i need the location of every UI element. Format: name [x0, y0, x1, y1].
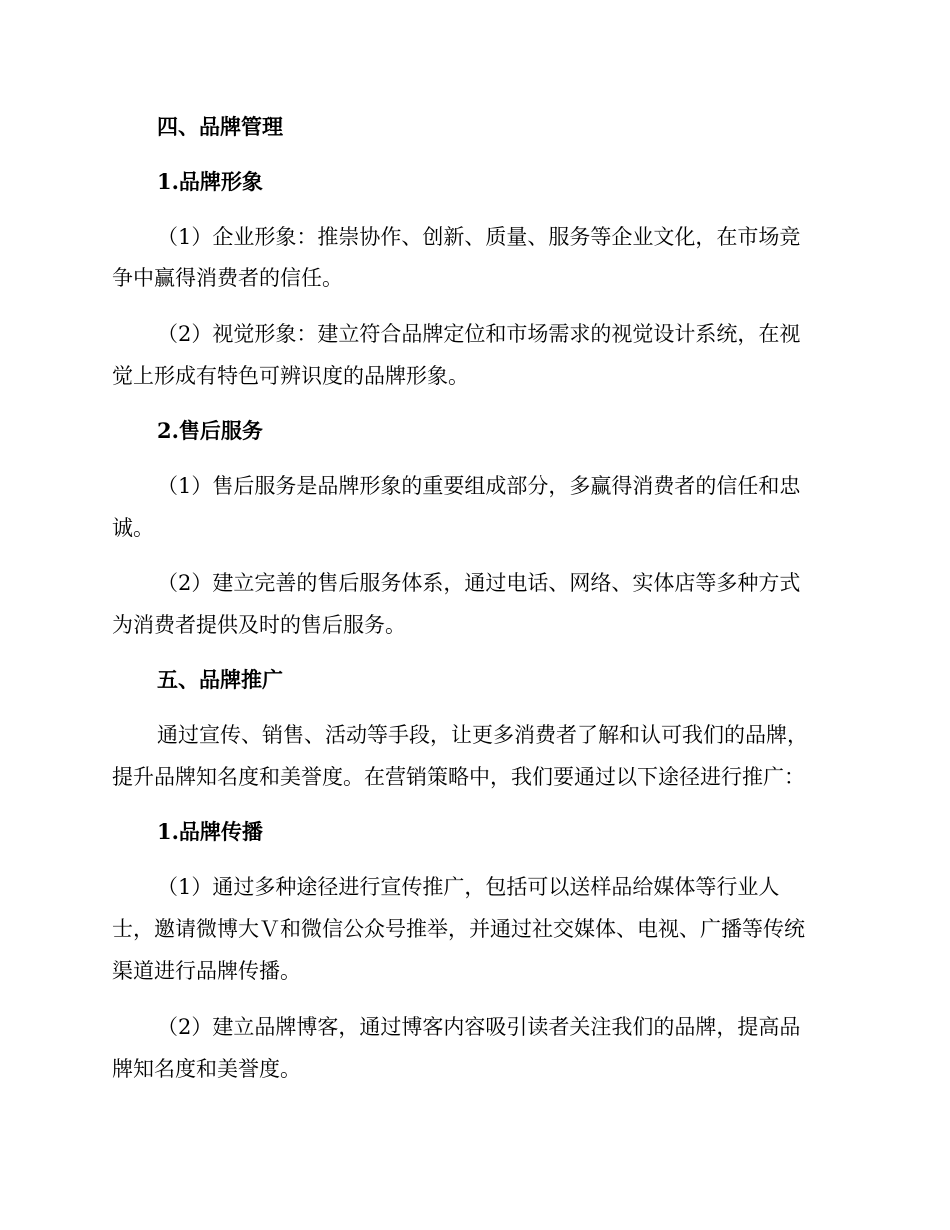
paragraph-line: （1）售后服务是品牌形象的重要组成部分，多赢得消费者的信任和忠: [157, 474, 801, 498]
paragraph-line: 提升品牌知名度和美誉度。在营销策略中，我们要通过以下途径进行推广：: [112, 765, 805, 789]
subsection-heading-brand-image: 1.品牌形象: [157, 169, 263, 194]
subsection-heading-brand-communication: 1.品牌传播: [157, 819, 263, 844]
paragraph-line: （1）企业形象：推崇协作、创新、质量、服务等企业文化，在市场竞: [157, 225, 801, 249]
paragraph-line: 通过宣传、销售、活动等手段，让更多消费者了解和认可我们的品牌，: [157, 723, 808, 747]
paragraph-line: 诚。: [112, 516, 154, 540]
paragraph-line: （2）建立完善的售后服务体系，通过电话、网络、实体店等多种方式: [157, 571, 801, 595]
paragraph-line: 觉上形成有特色可辨识度的品牌形象。: [112, 364, 469, 388]
paragraph-line: 牌知名度和美誉度。: [112, 1057, 301, 1081]
paragraph-line: 士，邀请微博大Ｖ和微信公众号推举，并通过社交媒体、电视、广播等传统: [112, 917, 805, 941]
paragraph-line: 争中赢得消费者的信任。: [112, 266, 343, 290]
paragraph-line: （2）建立品牌博客，通过博客内容吸引读者关注我们的品牌，提高品: [157, 1015, 801, 1039]
paragraph-line: （2）视觉形象：建立符合品牌定位和市场需求的视觉设计系统，在视: [157, 322, 801, 346]
paragraph-line: 渠道进行品牌传播。: [112, 959, 301, 983]
section-heading-brand-management: 四、品牌管理: [157, 114, 283, 139]
subsection-heading-after-sales: 2.售后服务: [157, 418, 263, 443]
paragraph-line: 为消费者提供及时的售后服务。: [112, 613, 406, 637]
paragraph-line: （1）通过多种途径进行宣传推广，包括可以送样品给媒体等行业人: [157, 875, 780, 899]
section-heading-brand-promotion: 五、品牌推广: [157, 667, 283, 692]
